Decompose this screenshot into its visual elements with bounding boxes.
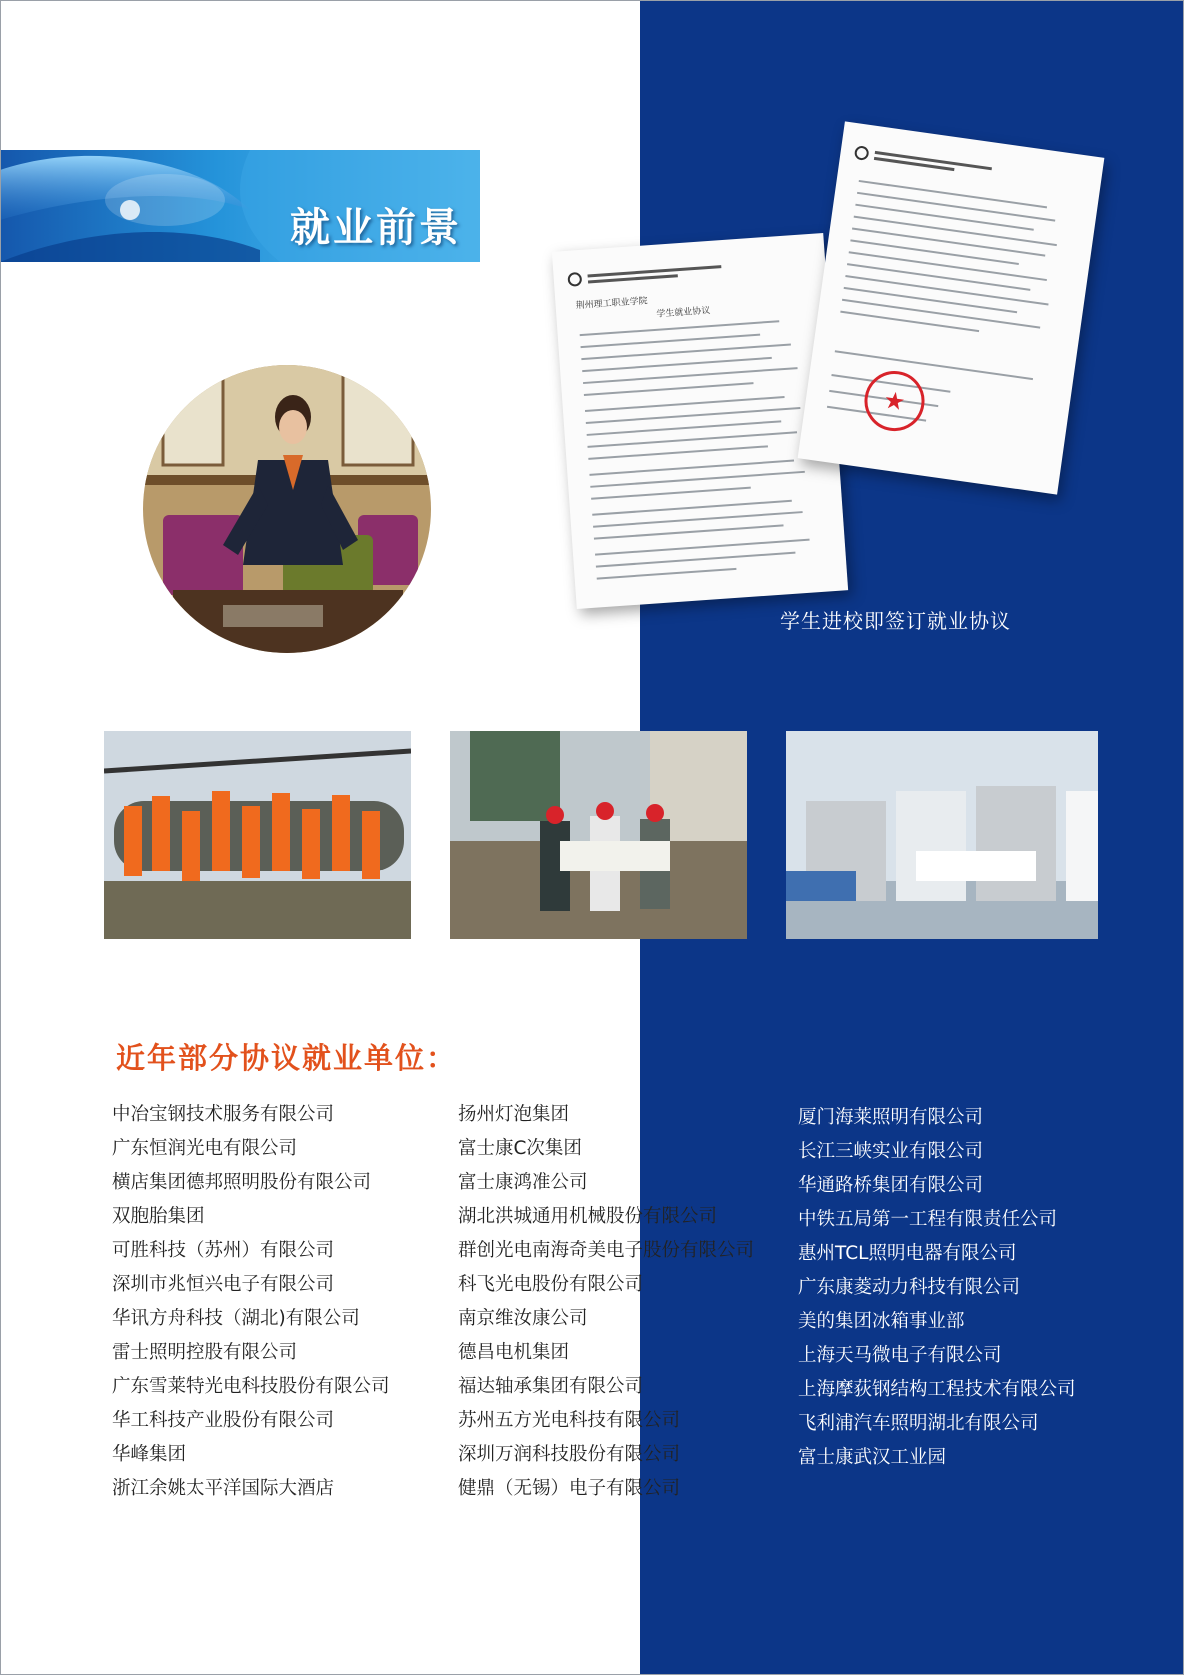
document-title: 荆州理工职业学院 xyxy=(575,296,648,312)
list-item: 上海天马微电子有限公司 xyxy=(798,1345,1002,1366)
list-item: 科飞光电股份有限公司 xyxy=(458,1274,644,1295)
list-item: 双胞胎集团 xyxy=(112,1206,205,1227)
list-item: 富士康C次集团 xyxy=(458,1138,582,1159)
list-item: 健鼎（无锡）电子有限公司 xyxy=(458,1478,681,1499)
list-item: 可胜科技（苏州）有限公司 xyxy=(112,1240,335,1261)
list-item: 广东康菱动力科技有限公司 xyxy=(798,1277,1021,1298)
list-item: 深圳万润科技股份有限公司 xyxy=(458,1444,681,1465)
list-item: 长江三峡实业有限公司 xyxy=(798,1141,984,1162)
list-item: 厦门海莱照明有限公司 xyxy=(798,1107,984,1128)
list-item: 浙江余姚太平洋国际大酒店 xyxy=(112,1478,335,1499)
companies-section-title: 近年部分协议就业单位： xyxy=(116,1041,458,1075)
list-item: 富士康武汉工业园 xyxy=(798,1447,947,1468)
list-item: 美的集团冰箱事业部 xyxy=(798,1311,965,1332)
list-item: 富士康鸿准公司 xyxy=(458,1172,588,1193)
document-subtitle: 学生就业协议 xyxy=(656,306,711,320)
list-item: 群创光电南海奇美电子股份有限公司 xyxy=(458,1240,755,1261)
list-item: 福达轴承集团有限公司 xyxy=(458,1376,644,1397)
list-item: 深圳市兆恒兴电子有限公司 xyxy=(112,1274,335,1295)
list-item: 华通路桥集团有限公司 xyxy=(798,1175,984,1196)
list-item: 中铁五局第一工程有限责任公司 xyxy=(798,1209,1058,1230)
list-item: 华讯方舟科技（湖北)有限公司 xyxy=(112,1308,360,1329)
list-item: 横店集团德邦照明股份有限公司 xyxy=(112,1172,372,1193)
section-title: 就业前景 xyxy=(290,205,462,251)
red-seal-stamp: ★ xyxy=(861,367,929,435)
list-item: 扬州灯泡集团 xyxy=(458,1104,570,1125)
list-item: 华峰集团 xyxy=(112,1444,187,1465)
list-item: 惠州TCL照明电器有限公司 xyxy=(798,1243,1017,1264)
list-item: 南京维汝康公司 xyxy=(458,1308,588,1329)
agreement-caption: 学生进校即签订就业协议 xyxy=(780,609,1011,633)
list-item: 飞利浦汽车照明湖北有限公司 xyxy=(798,1413,1039,1434)
list-item: 德昌电机集团 xyxy=(458,1342,570,1363)
list-item: 中冶宝钢技术服务有限公司 xyxy=(112,1104,335,1125)
list-item: 华工科技产业股份有限公司 xyxy=(112,1410,335,1431)
list-item: 广东恒润光电有限公司 xyxy=(112,1138,298,1159)
list-item: 湖北洪城通用机械股份有限公司 xyxy=(458,1206,718,1227)
list-item: 雷士照明控股有限公司 xyxy=(112,1342,298,1363)
list-item: 广东雪莱特光电科技股份有限公司 xyxy=(112,1376,390,1397)
list-item: 上海摩荻钢结构工程技术有限公司 xyxy=(798,1379,1076,1400)
list-item: 苏州五方光电科技有限公司 xyxy=(458,1410,681,1431)
